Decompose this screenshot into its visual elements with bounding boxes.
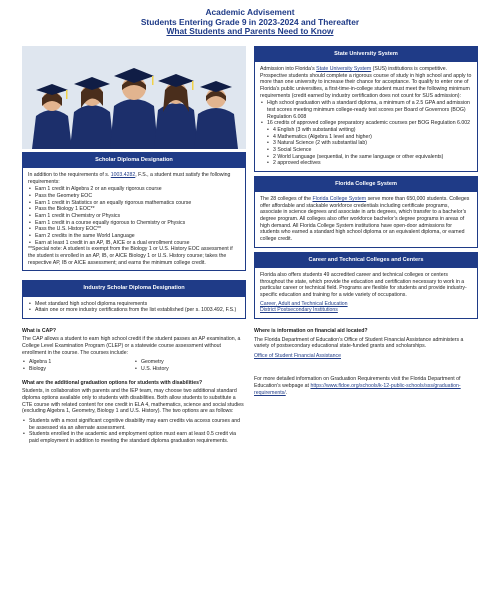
finaid-question: Where is information on financial aid located?: [254, 327, 368, 334]
list-item: • Students with a most significant cognitive disability may earn credits via access courses and be assessed via an alternate assessment.: [22, 418, 246, 431]
sus-box: [254, 46, 478, 172]
fcs-link[interactable]: Florida College System: [312, 196, 367, 203]
list-item: • Pass the U.S. History EOC**: [28, 226, 240, 233]
list-item: • U.S. History: [134, 366, 246, 373]
scholar-designation-title: Scholar Diploma Designation: [23, 153, 245, 168]
fldoe-graduation-link[interactable]: https://www.fldoe.org/schools/k-12-public-schools/sss/graduation-requirements/: [254, 383, 461, 396]
list-item: • Attain one or more industry certifications from the list established (per s. 1003.492, F.S.): [28, 307, 240, 314]
scholar-requirements-list: [28, 186, 240, 246]
list-item: • 2 World Language (sequential, in the same language or other equivalents): [266, 154, 472, 161]
list-item: • Biology: [22, 366, 134, 373]
list-item: • High school graduation with a standard diploma, a minimum of a 2.5 GPA and admission test scores meeting minimum college-ready test scores per Board of Governors (BOG) Regulation 6.008: [260, 100, 472, 120]
graduates-photo-illustration: [22, 46, 246, 149]
list-item: • Pass the Geometry EOC: [28, 193, 240, 200]
fcs-title: Florida College System: [255, 177, 477, 192]
list-item: • Algebra 1: [22, 359, 134, 366]
list-item: • Earn 1 credit in a course equally rigorous to Chemistry or Physics: [28, 220, 240, 227]
sus-course-list: [260, 127, 472, 167]
header-link[interactable]: What Students and Parents Need to Know: [166, 26, 334, 37]
industry-designation-title: Industry Scholar Diploma Designation: [23, 281, 245, 296]
disabilities-options-list: [22, 418, 246, 445]
fcs-text: The 28 colleges of the Florida College System serve more than 650,000 students. Colleges offer affordable and stackable workforce credentials including certificate programs, associate in science degrees and associate in arts degrees, which transfer to a bachelor’s degree program. All colleges also offer workforce bachelor’s degree programs in areas of high demand. All Florida College System institutions have open-door admissions for students who earned a standard high school diploma or an equivalent diploma, or earned college credit.: [260, 196, 470, 243]
list-item: • 3 Natural Science (2 with substantial lab): [266, 140, 472, 147]
ctc-box: [254, 252, 478, 319]
list-item: • 4 Mathematics (Algebra 1 level and higher): [266, 134, 472, 141]
list-item: • Earn 1 credit in Statistics or an equally rigorous mathematics course: [28, 200, 240, 207]
left-column: [22, 46, 246, 445]
scholar-special-note: **Special note: A student is exempt from the Biology 1 or U.S. History EOC assessment if the student is enrolled in an AP, IB, or AICE Biology 1 or U.S. History course; takes the respective AP, IB or AICE assessment; and earns the minimum college credit.: [28, 246, 233, 266]
sus-text: Admission into Florida’s State University System (SUS) institutions is competitive. Prospective students should complete a rigorous course of study in high school and apply to more than one university to increase their chance for acceptance. To qualify to enter one of Florida’s public universities, a first-time-in-college student must meet the following minimum requirements (credit earned by industry certification does not count for SUS admission):: [260, 66, 472, 99]
list-item: • Geometry: [134, 359, 246, 366]
disabilities-question: What are the additional graduation options for students with disabilities?: [22, 379, 203, 386]
page-header: [22, 8, 478, 37]
list-item: • Earn 1 credit in Algebra 2 or an equally rigorous course: [28, 186, 240, 193]
list-item: • Earn at least 1 credit in an AP, IB, AICE or a dual enrollment course: [28, 240, 240, 247]
industry-designation-box: [22, 280, 246, 318]
cap-question: What is CAP?: [22, 327, 57, 334]
scholar-designation-box: [22, 152, 246, 271]
disabilities-text: Students, in collaboration with parents and the IEP team, may choose two additional standard diploma options available only to students with disabilities. Both allow students to substitute a CTE course with related content for one credit in ELA 4, mathematics, science and social studies (excluding Algebra 1, Geometry, Biology 1 and U.S. History). The two options are as follows:: [22, 388, 244, 415]
list-item: • Students enrolled in the academic and employment option must earn at least 0.5 credit via paid employment in addition to meeting the standard diploma graduation requirements.: [22, 431, 246, 444]
header-title: Academic Advisement: [205, 7, 295, 17]
list-item: • Earn 1 credit in Chemistry or Physics: [28, 213, 240, 220]
district-postsecondary-link[interactable]: District Postsecondary Institutions: [260, 307, 338, 314]
header-subtitle: Students Entering Grade 9 in 2023-2024 and Thereafter: [140, 16, 360, 27]
industry-requirements-list: [28, 301, 240, 314]
ctc-text: Florida also offers students 49 accredited career and technical colleges or centers throughout the state, which provide the education and certification necessary to work in a particular career or technical field. Programs are flexible for students and provide industry-specific education and training for a wide variety of occupations.: [260, 271, 467, 298]
more-info-text: For more detailed information on Graduation Requirements visit the Florida Department of Education’s webpage at https://www.fldoe.org/schools/k-12-public-schools/sss/graduation-requirements/.: [254, 376, 461, 396]
sus-link[interactable]: State University System: [316, 66, 372, 73]
statute-link[interactable]: 1003.4282: [110, 172, 136, 179]
list-item: • Meet standard high school diploma requirements: [28, 301, 240, 308]
list-item: • 3 Social Science: [266, 147, 472, 154]
cap-text: The CAP allows a student to earn high school credit if the student passes an AP examination, a College Level Examination Program (CLEP) or a statewide course assessment without enrollment in the course. The courses include:: [22, 336, 241, 356]
ctc-title: Career and Technical Colleges and Centers: [255, 253, 477, 268]
graduates-photo: [22, 46, 246, 149]
sus-requirements-list: [260, 100, 472, 127]
osfa-link[interactable]: Office of Student Financial Assistance: [254, 352, 341, 359]
list-item: • Pass the Biology 1 EOC**: [28, 206, 240, 213]
scholar-intro: In addition to the requirements of s. 1003.4282, F.S., a student must satisfy the following requirements:: [28, 172, 231, 185]
right-column: [254, 46, 478, 445]
cate-link[interactable]: Career, Adult and Technical Education: [260, 300, 348, 307]
list-item: • 2 approved electives: [266, 160, 472, 167]
list-item: • 4 English (3 with substantial writing): [266, 127, 472, 134]
list-item: • 16 credits of approved college preparatory academic courses per BOG Regulation 6.002: [260, 120, 472, 127]
fcs-box: [254, 176, 478, 248]
cap-courses: [22, 359, 246, 372]
sus-title: State University System: [255, 47, 477, 62]
finaid-text: The Florida Department of Education’s Office of Student Financial Assistance administers a variety of postsecondary educational state-funded grants and scholarships.: [254, 336, 464, 350]
list-item: • Earn 2 credits in the same World Language: [28, 233, 240, 240]
